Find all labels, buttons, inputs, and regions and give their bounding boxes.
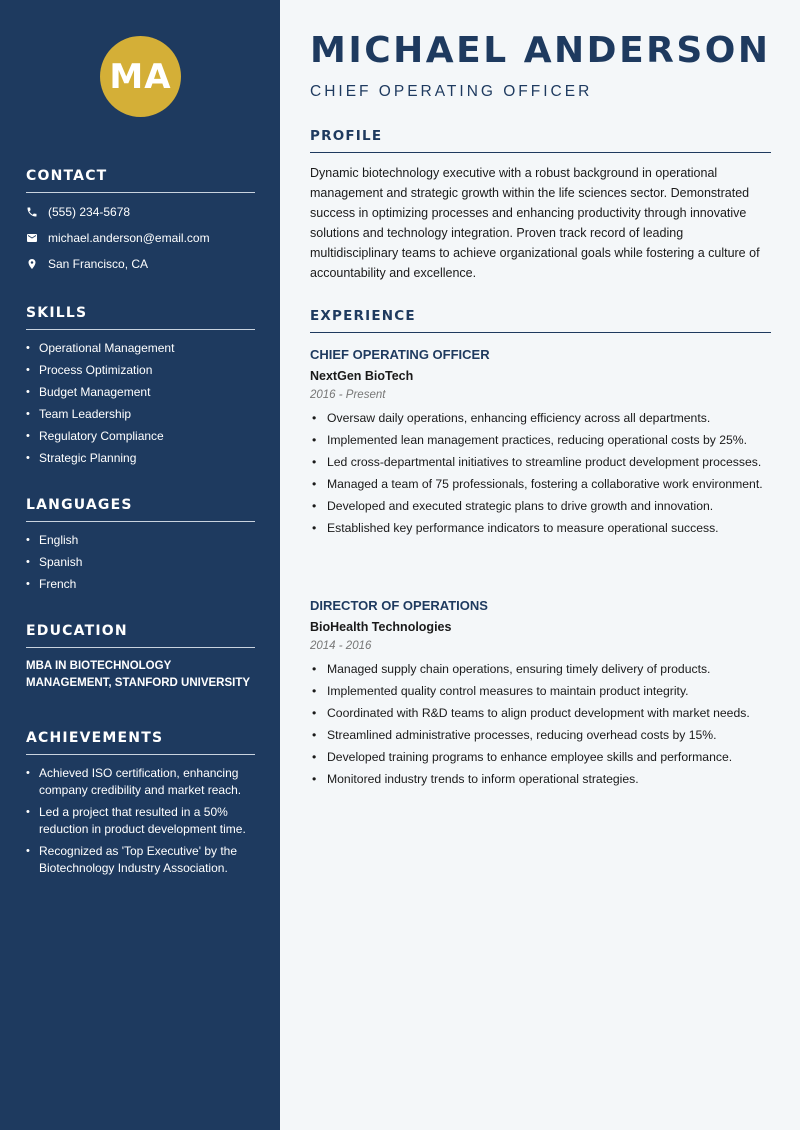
experience-heading: EXPERIENCE — [310, 308, 771, 333]
language-item: • French — [26, 576, 255, 593]
languages-section — [26, 497, 255, 598]
location-text: San Francisco, CA — [48, 257, 149, 271]
job-bullet: • Developed and executed strategic plans to drive growth and innovation. — [310, 497, 771, 515]
profile-section — [310, 128, 771, 283]
education-section — [26, 623, 255, 692]
job-entry — [310, 347, 771, 541]
language-item: • Spanish — [26, 554, 255, 571]
skill-item: • Operational Management — [26, 340, 255, 357]
job-bullet: • Led cross-departmental initiatives to streamline product development processes. — [310, 453, 771, 471]
email-text: michael.anderson@email.com — [48, 231, 210, 245]
job-bullet: • Implemented quality control measures to maintain product integrity. — [310, 682, 771, 700]
skill-item: • Team Leadership — [26, 406, 255, 423]
job-bullet: • Managed a team of 75 professionals, fostering a collaborative work environment. — [310, 475, 771, 493]
skill-item: • Regulatory Compliance — [26, 428, 255, 445]
job-bullet: • Developed training programs to enhance employee skills and performance. — [310, 748, 771, 766]
job-bullet: • Coordinated with R&D teams to align product development with market needs. — [310, 704, 771, 722]
sidebar — [0, 0, 280, 1130]
skills-list — [26, 340, 255, 467]
job-bullets — [310, 660, 771, 788]
achievement-item: • Led a project that resulted in a 50% reduction in product development time. — [26, 804, 255, 838]
contact-phone — [26, 199, 255, 225]
languages-heading: LANGUAGES — [26, 497, 255, 522]
profile-text: Dynamic biotechnology executive with a robust background in operational management and strategic growth within the life sciences sector. Demonstrated success in optimizing processes and enhancing productivity through innovative solutions and technology integration. Proven track record of leading multidisciplinary teams to achieve organizational goals while fostering a culture of accountability and excellence. — [310, 166, 760, 280]
achievements-section — [26, 730, 255, 882]
candidate-name: MICHAEL ANDERSON — [310, 30, 771, 71]
job-dates: 2014 - 2016 — [310, 640, 372, 652]
contact-location — [26, 251, 255, 277]
job-title: CHIEF OPERATING OFFICER — [310, 347, 490, 362]
skills-heading: SKILLS — [26, 305, 255, 330]
job-company: BioHealth Technologies — [310, 620, 452, 634]
skill-item: • Budget Management — [26, 384, 255, 401]
location-pin-icon — [26, 258, 48, 270]
job-bullet: • Implemented lean management practices, reducing operational costs by 25%. — [310, 431, 771, 449]
job-bullet: • Monitored industry trends to inform operational strategies. — [310, 770, 771, 788]
skill-item: • Strategic Planning — [26, 450, 255, 467]
skills-section — [26, 305, 255, 472]
profile-heading: PROFILE — [310, 128, 771, 153]
achievement-item: • Achieved ISO certification, enhancing company credibility and market reach. — [26, 765, 255, 799]
languages-list — [26, 532, 255, 593]
achievements-heading: ACHIEVEMENTS — [26, 730, 255, 755]
education-heading: EDUCATION — [26, 623, 255, 648]
contact-heading: CONTACT — [26, 168, 255, 193]
job-bullet: • Oversaw daily operations, enhancing efficiency across all departments. — [310, 409, 771, 427]
job-bullet: • Streamlined administrative processes, reducing overhead costs by 15%. — [310, 726, 771, 744]
phone-icon — [26, 206, 48, 218]
email-icon — [26, 232, 48, 244]
language-item: • English — [26, 532, 255, 549]
achievement-item: • Recognized as 'Top Executive' by the Biotechnology Industry Association. — [26, 843, 255, 877]
education-entry: MBA IN BIOTECHNOLOGY MANAGEMENT, STANFORD UNIVERSITY — [26, 660, 251, 689]
experience-section — [310, 308, 771, 333]
job-company: NextGen BioTech — [310, 369, 414, 383]
job-entry — [310, 598, 771, 792]
candidate-title: CHIEF OPERATING OFFICER — [310, 83, 593, 100]
job-title: DIRECTOR OF OPERATIONS — [310, 598, 488, 613]
job-bullets — [310, 409, 771, 537]
contact-email — [26, 225, 255, 251]
job-bullet: • Managed supply chain operations, ensuring timely delivery of products. — [310, 660, 771, 678]
contact-section — [26, 168, 255, 277]
avatar: MA — [100, 36, 181, 117]
job-bullet: • Established key performance indicators to measure operational success. — [310, 519, 771, 537]
achievements-list — [26, 765, 255, 877]
job-dates: 2016 - Present — [310, 389, 386, 401]
skill-item: • Process Optimization — [26, 362, 255, 379]
phone-text: (555) 234-5678 — [48, 205, 131, 219]
